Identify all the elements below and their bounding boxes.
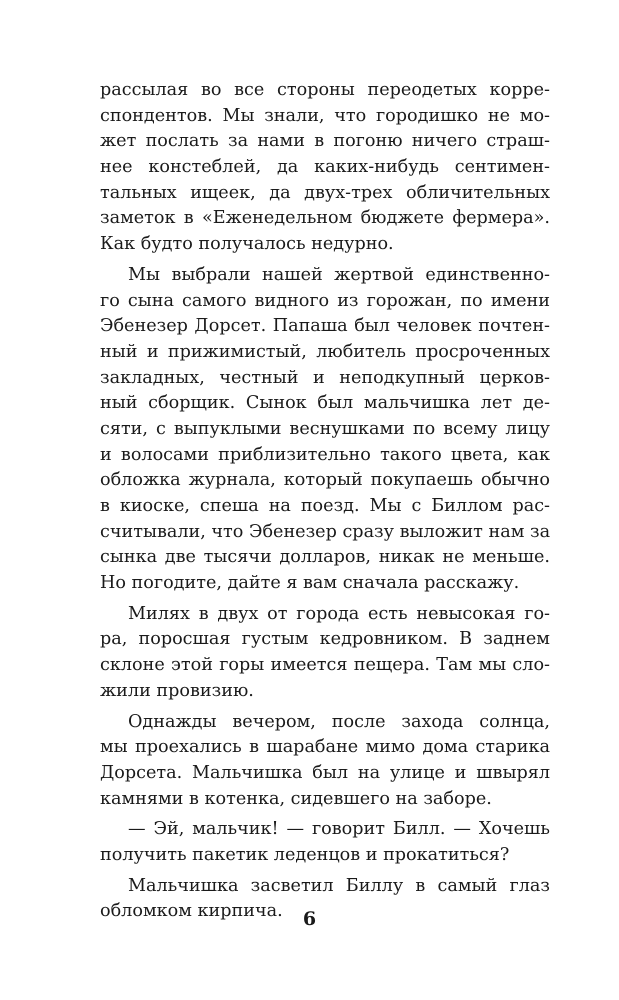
text-line: обломком кирпича.: [100, 901, 283, 922]
paragraph-1: [100, 78, 550, 258]
paragraph-3: [100, 602, 550, 705]
paragraph-2: [100, 263, 550, 597]
text-line: Эбенезер Дорсет. Папаша был человек почтен-: [100, 316, 550, 337]
text-line: жет послать за нами в погоню ничего страш-: [100, 131, 550, 152]
text-line: спондентов. Мы знали, что городишко не мо-: [100, 105, 550, 126]
text-line: ный сборщик. Сынок был мальчишка лет де-: [100, 393, 550, 414]
text-line: мы проехались в шарабане мимо дома старика: [100, 737, 550, 758]
text-line: Как будто получалось недурно.: [100, 234, 394, 255]
text-line: Дорсета. Мальчишка был на улице и швырял: [100, 762, 550, 783]
text-line: склоне этой горы имеется пещера. Там мы сло-: [100, 655, 550, 676]
paragraph-4: [100, 710, 550, 813]
text-line: Милях в двух от города есть невысокая го-: [128, 603, 550, 624]
text-line: — Эй, мальчик! — говорит Билл. — Хочешь: [128, 819, 550, 840]
text-line: Мы выбрали нашей жертвой единственно-: [128, 264, 550, 285]
text-line: Мальчишка засветил Биллу в самый глаз: [128, 875, 550, 896]
text-line: ра, поросшая густым кедровником. В заднем: [100, 629, 550, 650]
paragraph-5: [100, 817, 550, 868]
text-line: в киоске, спеша на поезд. Мы с Биллом рас-: [100, 496, 550, 516]
text-line: получить пакетик леденцов и прокатиться?: [100, 844, 510, 865]
text-line: ный и прижимистый, любитель просроченных: [100, 341, 550, 362]
text-line: считывали, что Эбенезер сразу выложит нам за: [100, 521, 550, 542]
text-line: нее констеблей, да каких-нибудь сентимен-: [100, 157, 550, 178]
text-line: жили провизию.: [100, 680, 254, 701]
text-line: рассылая во все стороны переодетых корре-: [100, 80, 550, 100]
text-line: го сына самого видного из горожан, по имени: [100, 290, 550, 311]
page-number: 6: [302, 908, 317, 930]
text-line: Но погодите, дайте я вам сначала расскажу.: [100, 573, 520, 594]
text-line: тальных ищеек, да двух-трех обличительных: [100, 182, 550, 203]
text-line: сынка две тысячи долларов, никак не меньше.: [100, 547, 550, 568]
book-page-text: [100, 78, 550, 930]
text-line: Однажды вечером, после захода солнца,: [128, 711, 550, 732]
text-line: камнями в котенка, сидевшего на заборе.: [100, 788, 492, 809]
text-line: и волосами приблизительно такого цвета, как: [100, 444, 550, 465]
text-line: заметок в «Еженедельном бюджете фермера».: [100, 208, 550, 229]
text-line: обложка журнала, который покупаешь обычно: [100, 470, 550, 491]
text-line: сяти, с выпуклыми веснушками по всему лицу: [100, 418, 550, 439]
text-line: закладных, честный и неподкупный церков-: [100, 367, 550, 388]
